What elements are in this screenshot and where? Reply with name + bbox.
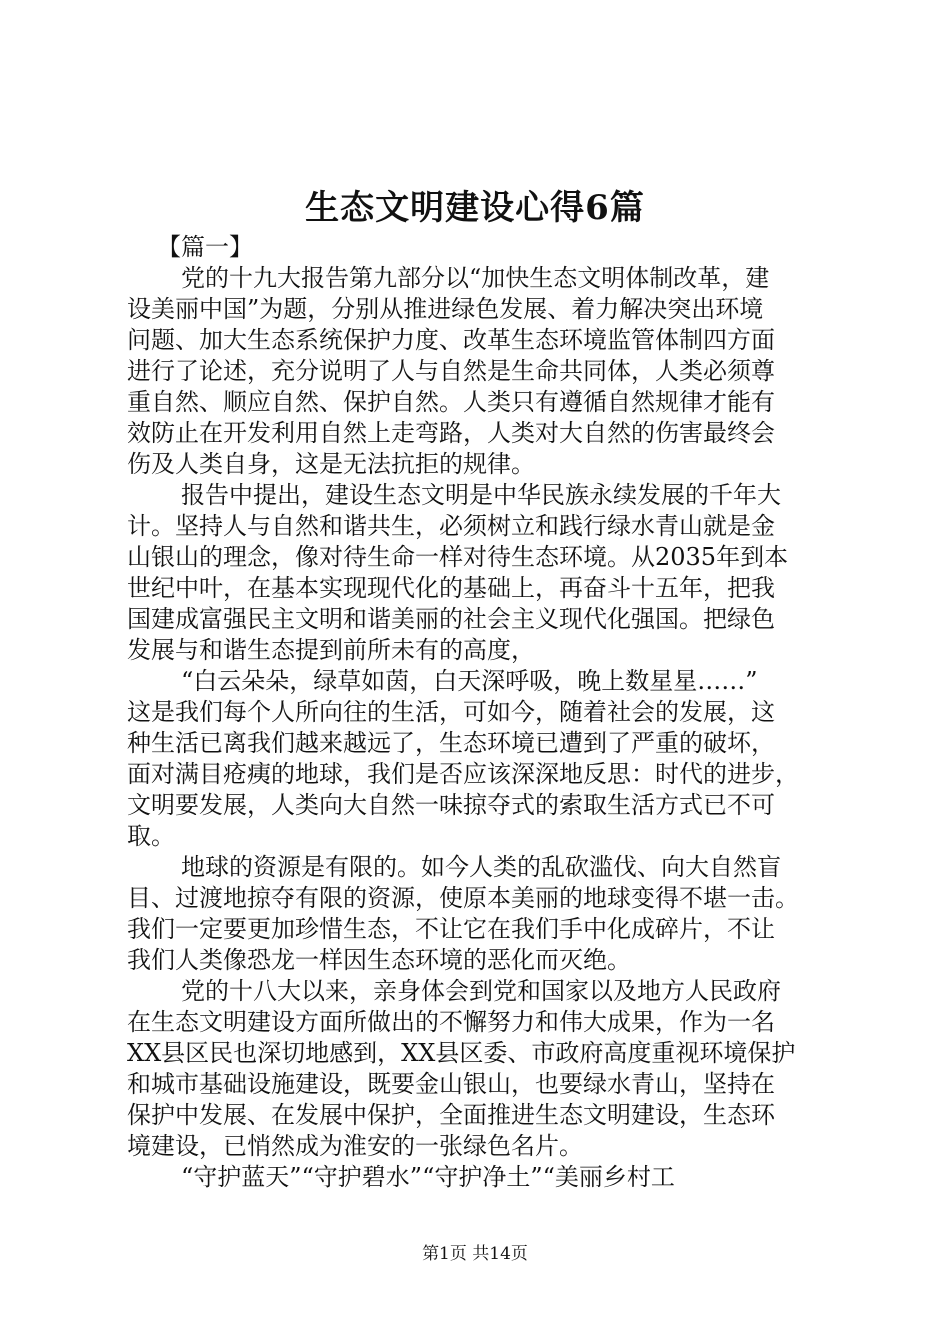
text-line: 【篇一】	[157, 233, 253, 261]
text-line: 在生态文明建设方面所做出的不懈努力和伟大成果，作为一名	[127, 1008, 775, 1036]
text-line: 报告中提出，建设生态文明是中华民族永续发展的千年大	[181, 481, 781, 509]
text-line: 这是我们每个人所向往的生活，可如今，随着社会的发展，这	[127, 698, 775, 726]
document-title: 生态文明建设心得6篇	[305, 188, 645, 228]
text-line: 效防止在开发利用自然上走弯路，人类对大自然的伤害最终会	[127, 419, 775, 447]
text-line: 问题、加大生态系统保护力度、改革生态环境监管体制四方面	[127, 326, 775, 354]
text-line: 地球的资源是有限的。如今人类的乱砍滥伐、向大自然盲	[181, 853, 781, 881]
text-line: 党的十九大报告第九部分以“加快生态文明体制改革，建	[181, 264, 770, 292]
text-line: 取。	[127, 822, 175, 850]
text-line: 种生活已离我们越来越远了，生态环境已遭到了严重的破坏，	[127, 729, 775, 757]
text-line: 世纪中叶，在基本实现现代化的基础上，再奋斗十五年，把我	[127, 574, 775, 602]
text-line: 进行了论述，充分说明了人与自然是生命共同体，人类必须尊	[127, 357, 775, 385]
text-line: 目、过渡地掠夺有限的资源，使原本美丽的地球变得不堪一击。	[127, 884, 799, 912]
text-line: 计。坚持人与自然和谐共生，必须树立和践行绿水青山就是金	[127, 512, 775, 540]
text-line: 和城市基础设施建设，既要金山银山，也要绿水青山，坚持在	[127, 1070, 775, 1098]
text-line: 我们人类像恐龙一样因生态环境的恶化而灭绝。	[127, 946, 631, 974]
text-line: 国建成富强民主文明和谐美丽的社会主义现代化强国。把绿色	[127, 605, 775, 633]
text-line: 面对满目疮痍的地球，我们是否应该深深地反思：时代的进步，	[127, 760, 799, 788]
text-line: 境建设，已悄然成为淮安的一张绿色名片。	[127, 1132, 583, 1160]
text-line: 党的十八大以来，亲身体会到党和国家以及地方人民政府	[181, 977, 781, 1005]
text-line: 重自然、顺应自然、保护自然。人类只有遵循自然规律才能有	[127, 388, 775, 416]
text-line: 保护中发展、在发展中保护，全面推进生态文明建设，生态环	[127, 1101, 775, 1129]
page-footer: 第1页 共14页	[422, 1244, 528, 1264]
text-line: 发展与和谐生态提到前所未有的高度，	[127, 636, 535, 664]
text-line: 设美丽中国”为题，分别从推进绿色发展、着力解决突出环境	[127, 295, 764, 323]
text-line: 文明要发展，人类向大自然一味掠夺式的索取生活方式已不可	[127, 791, 775, 819]
text-line: XX县区民也深切地感到，XX县区委、市政府高度重视环境保护	[127, 1039, 796, 1067]
text-line: “白云朵朵，绿草如茵，白天深呼吸，晚上数星星……”	[181, 667, 758, 695]
text-line: 伤及人类自身，这是无法抗拒的规律。	[127, 450, 535, 478]
text-line: “守护蓝天”“守护碧水”“守护净土”“美丽乡村工	[181, 1163, 675, 1191]
text-line: 我们一定要更加珍惜生态，不让它在我们手中化成碎片，不让	[127, 915, 775, 943]
document-body	[127, 232, 833, 1193]
text-line: 山银山的理念，像对待生命一样对待生态环境。从2035年到本	[127, 543, 789, 571]
